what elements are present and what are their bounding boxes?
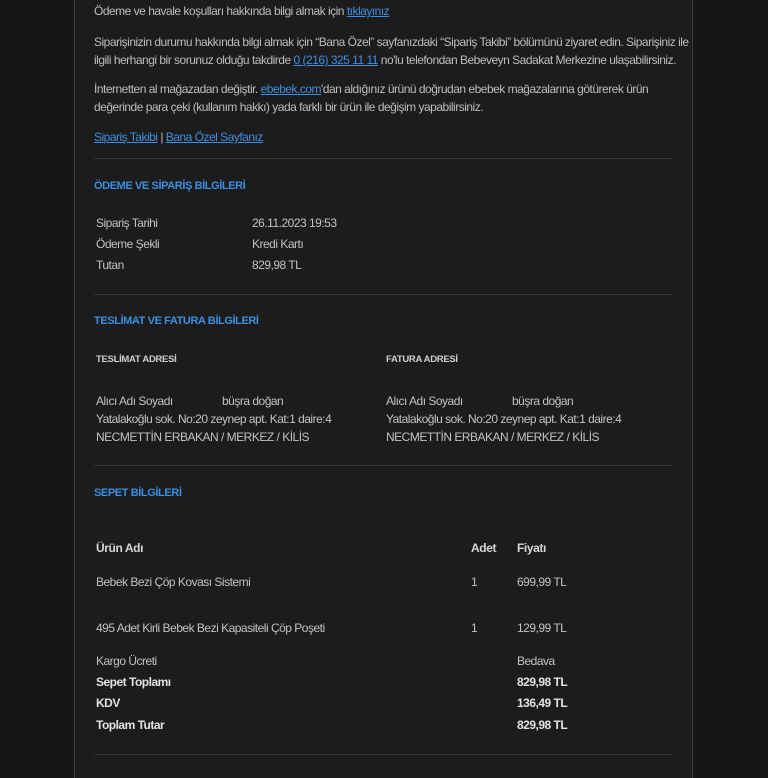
billing-address: Yatalakoğlu sok. No:20 zeynep apt. Kat:1 daire:4 [386, 412, 622, 426]
grand-total-value: 829,98 TL [517, 718, 568, 732]
shipping-name-value: büşra doğan [222, 394, 284, 408]
billing-address-title: FATURA ADRESİ [386, 354, 458, 365]
vat-value: 136,49 TL [517, 696, 568, 710]
amount-label: Tutan [96, 258, 124, 272]
payment-terms-link[interactable]: tıklayınız [346, 4, 390, 18]
payment-method-label: Ödeme Şekli [96, 237, 160, 251]
quick-links [94, 128, 263, 146]
column-price: Fiyatı [517, 541, 546, 555]
payment-method-value: Kredi Kartı [252, 237, 304, 251]
grand-total-label: Toplam Tutar [96, 718, 165, 732]
divider [94, 754, 672, 755]
amount-value: 829,98 TL [252, 258, 302, 272]
cart-item-qty: 1 [471, 575, 478, 589]
return-info-suffix: 'dan aldığınız ürünü doğrudan ebebek mağazalarına götürerek ürün [321, 82, 649, 96]
order-date-value: 26.11.2023 19:53 [252, 216, 337, 230]
link-separator: | [157, 130, 166, 144]
billing-name-label: Alıcı Adı Soyadı [386, 394, 463, 408]
order-info-heading: ÖDEME VE SİPARİŞ BİLGİLERİ [94, 180, 246, 192]
payment-info-text [94, 2, 389, 20]
shipping-address-title: TESLİMAT ADRESİ [96, 354, 177, 365]
cart-total-label: Sepet Toplamı [96, 675, 171, 689]
return-info-prefix: İnternetten al mağazadan değiştir. [94, 82, 261, 96]
cart-item-price: 699,99 TL [517, 575, 567, 589]
order-date-label: Sipariş Tarihi [96, 216, 158, 230]
site-link[interactable]: ebebek.com [260, 82, 321, 96]
cart-heading: SEPET BİLGİLERİ [94, 487, 182, 499]
billing-city: NECMETTİN ERBAKAN / MERKEZ / KİLİS [386, 430, 600, 444]
email-body [74, 0, 693, 778]
shipping-city: NECMETTİN ERBAKAN / MERKEZ / KİLİS [96, 430, 310, 444]
personal-page-link[interactable]: Bana Özel Sayfanız [165, 130, 263, 144]
column-qty: Adet [471, 541, 497, 555]
vat-label: KDV [96, 696, 120, 710]
return-info-line-2: değerinde para çeki (kullanım hakkı) yada farklı bir ürün ile değişim yapabilirsiniz. [94, 100, 484, 114]
cart-item-qty: 1 [471, 621, 478, 635]
order-status-line-2 [94, 51, 676, 69]
cart-item-name: Bebek Bezi Çöp Kovası Sistemi [96, 575, 251, 589]
cart-item-price: 129,99 TL [517, 621, 567, 635]
cart-total-value: 829,98 TL [517, 675, 568, 689]
order-status-suffix: no'lu telefondan Bebeveyn Sadakat Merkezine ulaşabilirsiniz. [377, 53, 676, 67]
delivery-heading: TESLİMAT VE FATURA BİLGİLERİ [94, 315, 259, 327]
cart-item-name: 495 Adet Kirli Bebek Bezi Kapasiteli Çöp Poşeti [96, 621, 325, 635]
payment-info-label: Ödeme ve havale koşulları hakkında bilgi almak için [94, 4, 347, 18]
order-status-prefix: ilgili herhangi bir sorunuz olduğu takdirde [94, 53, 294, 67]
shipping-address: Yatalakoğlu sok. No:20 zeynep apt. Kat:1 daire:4 [96, 412, 332, 426]
phone-link[interactable]: 0 (216) 325 11 11 [293, 53, 378, 67]
divider [94, 158, 672, 159]
shipping-name-label: Alıcı Adı Soyadı [96, 394, 173, 408]
shipping-fee-value: Bedava [517, 654, 555, 668]
shipping-fee-label: Kargo Ücreti [96, 654, 157, 668]
column-product: Ürün Adı [96, 541, 144, 555]
billing-name-value: büşra doğan [512, 394, 574, 408]
divider [94, 465, 672, 466]
divider [94, 294, 672, 295]
order-status-line-1: Siparişinizin durumu hakkında bilgi almak için “Bana Özel” sayfanızdaki “Sipariş Takibi” bölümünü ziyaret edin. Siparişiniz ile [94, 35, 689, 49]
return-info-line-1 [94, 80, 648, 98]
order-tracking-link[interactable]: Sipariş Takibi [94, 130, 158, 144]
